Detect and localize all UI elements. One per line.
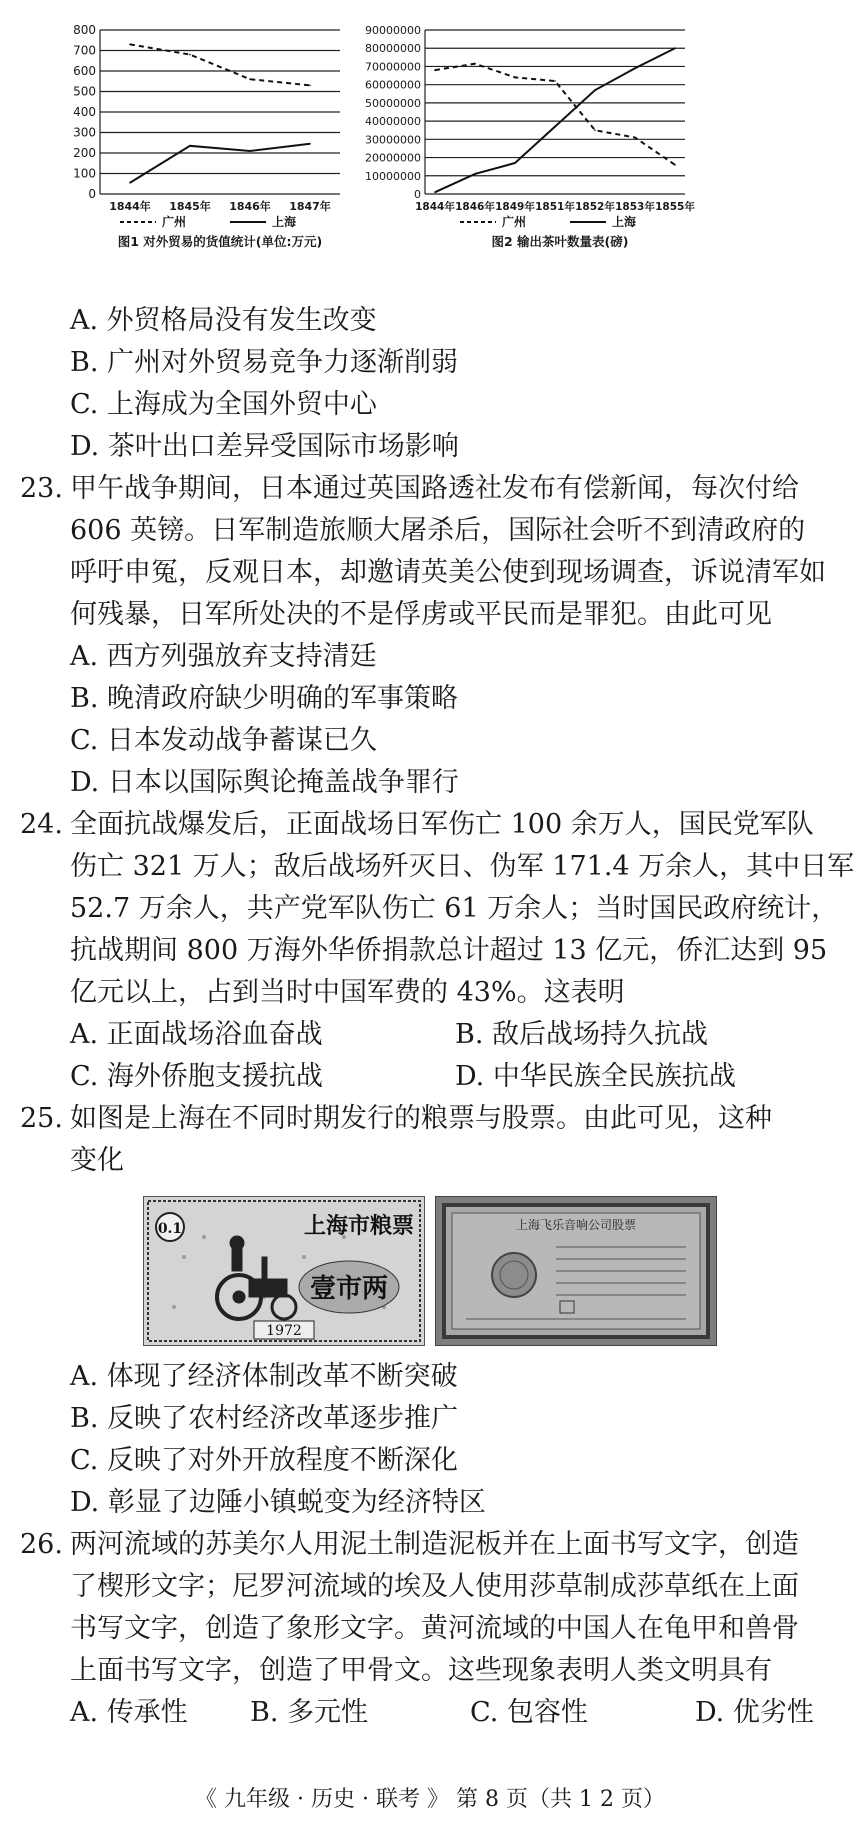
y-tick-label: 80000000 — [365, 42, 421, 56]
q25-option-c[interactable]: C. 反映了对外开放程度不断深化 — [70, 1445, 458, 1476]
y-tick-label: 500 — [73, 84, 96, 99]
q23-number: 23. — [20, 473, 63, 504]
y-tick-label: 60000000 — [365, 78, 421, 92]
x-tick-label: 1851年 — [535, 201, 575, 213]
data-point — [309, 85, 311, 87]
x-tick-label: 1846年 — [455, 201, 495, 213]
q24-stem-line: 抗战期间 800 万海外华侨捐款总计超过 13 亿元，侨汇达到 95 — [70, 935, 828, 966]
q23-option-a[interactable]: A. 西方列强放弃支持清廷 — [70, 641, 377, 672]
chart-title: 图1 对外贸易的货值统计(单位:万元) — [117, 234, 323, 249]
data-point — [514, 162, 516, 164]
data-point — [514, 77, 516, 79]
data-point — [129, 44, 131, 46]
q25-option-d[interactable]: D. 彰显了边陲小镇蜕变为经济特区 — [70, 1487, 486, 1518]
q25-option-b[interactable]: B. 反映了农村经济改革逐步推广 — [70, 1403, 459, 1434]
q22-option-d[interactable]: D. 茶叶出口差异受国际市场影响 — [70, 431, 459, 462]
y-tick-label: 30000000 — [365, 133, 421, 147]
data-point — [674, 47, 676, 49]
data-point — [554, 80, 556, 82]
data-point — [674, 164, 676, 166]
question-26 — [20, 1524, 840, 1734]
q24-stem-line: 伤亡 321 万人；敌后战场歼灭日、伪军 171.4 万余人，其中日军 — [70, 851, 855, 882]
y-tick-label: 400 — [73, 105, 96, 119]
data-point — [474, 63, 476, 65]
x-tick-label: 1849年 — [495, 201, 535, 213]
page-footer: 《 九年级 · 历史 · 联考 》 第 8 页（共 1 2 页） — [195, 1787, 665, 1812]
y-tick-label: 90000000 — [365, 24, 421, 37]
x-tick-label: 1845年 — [169, 200, 211, 213]
y-tick-label: 700 — [73, 43, 96, 58]
q22-option-b[interactable]: B. 广州对外贸易竞争力逐渐削弱 — [70, 347, 459, 378]
q23-option-b[interactable]: B. 晚清政府缺少明确的军事策略 — [70, 683, 459, 714]
q26-option-d[interactable]: D. 优劣性 — [695, 1697, 814, 1728]
q24-stem-line: 全面抗战爆发后，正面战场日军伤亡 100 余万人，国民党军队 — [70, 809, 814, 840]
y-tick-label: 800 — [73, 23, 96, 37]
data-point — [249, 150, 251, 152]
x-tick-label: 1853年 — [615, 201, 655, 213]
q26-option-a[interactable]: A. 传承性 — [70, 1697, 188, 1728]
data-point — [634, 67, 636, 69]
chart-trade-value — [73, 23, 340, 249]
y-tick-label: 40000000 — [365, 115, 421, 129]
ticket-year: 1972 — [266, 1323, 302, 1339]
y-tick-label: 100 — [73, 166, 96, 181]
x-tick-label: 1844年 — [109, 200, 151, 213]
question-23 — [20, 468, 840, 804]
y-tick-label: 50000000 — [365, 96, 421, 110]
q23-option-c[interactable]: C. 日本发动战争蓄谋已久 — [70, 725, 377, 756]
x-tick-label: 1846年 — [229, 200, 271, 213]
q25-images — [20, 1196, 840, 1346]
ticket-title: 上海市粮票 — [303, 1213, 415, 1239]
data-point — [634, 137, 636, 139]
q24-option-c[interactable]: C. 海外侨胞支援抗战 — [70, 1061, 323, 1092]
series-line — [435, 64, 675, 165]
y-tick-label: 70000000 — [365, 60, 421, 74]
q26-stem-line: 书写文字，创造了象形文字。黄河流域的中国人在龟甲和兽骨 — [70, 1613, 799, 1644]
legend-label: 广州 — [162, 215, 187, 229]
legend-label: 广州 — [502, 215, 527, 229]
q24-stem-line: 亿元以上，占到当时中国军费的 43%。这表明 — [70, 977, 625, 1008]
q23-option-d[interactable]: D. 日本以国际舆论掩盖战争罪行 — [70, 767, 459, 798]
x-tick-label: 1847年 — [289, 200, 331, 213]
ticket-corner: 0.1 — [157, 1221, 183, 1237]
q24-number: 24. — [20, 809, 63, 840]
data-point — [189, 54, 191, 56]
q23-stem-line: 甲午战争期间，日本通过英国路透社发布有偿新闻，每次付给 — [70, 473, 799, 504]
q26-stem-line: 两河流域的苏美尔人用泥土制造泥板并在上面书写文字，创造 — [70, 1529, 799, 1560]
stock-seal-icon — [492, 1253, 536, 1297]
legend-label: 上海 — [612, 215, 637, 229]
question-content — [20, 300, 855, 1734]
grain-ticket-image — [143, 1196, 425, 1346]
y-tick-label: 20000000 — [365, 151, 421, 165]
q23-stem-line: 606 英镑。日军制造旅顺大屠杀后，国际社会听不到清政府的 — [70, 515, 806, 546]
q26-option-c[interactable]: C. 包容性 — [470, 1697, 588, 1728]
data-point — [474, 173, 476, 175]
data-point — [309, 143, 311, 145]
question-24 — [20, 804, 855, 1098]
data-point — [594, 89, 596, 91]
data-point — [434, 69, 436, 71]
y-tick-label: 0 — [88, 187, 96, 201]
q26-stem-line: 了楔形文字；尼罗河流域的埃及人使用莎草制成莎草纸在上面 — [70, 1571, 799, 1602]
y-tick-label: 10000000 — [365, 169, 421, 183]
data-point — [594, 129, 596, 131]
q25-stem-line: 变化 — [70, 1145, 124, 1176]
q24-option-b[interactable]: B. 敌后战场持久抗战 — [455, 1019, 709, 1050]
ticket-amount: 壹市两 — [309, 1274, 389, 1304]
q26-stem-line: 上面书写文字，创造了甲骨文。这些现象表明人类文明具有 — [70, 1655, 772, 1686]
y-tick-label: 300 — [73, 125, 96, 140]
x-tick-label: 1844年 — [415, 201, 455, 213]
data-point — [189, 145, 191, 147]
q24-stem-line: 52.7 万余人，共产党军队伤亡 61 万余人；当时国民政府统计， — [70, 893, 839, 924]
q26-option-b[interactable]: B. 多元性 — [250, 1697, 369, 1728]
data-point — [554, 126, 556, 128]
q25-option-a[interactable]: A. 体现了经济体制改革不断突破 — [70, 1361, 458, 1392]
q25-number: 25. — [20, 1103, 63, 1134]
stock-title: 上海飞乐音响公司股票 — [515, 1218, 637, 1232]
charts-area — [40, 14, 840, 294]
series-line — [435, 48, 675, 192]
y-tick-label: 600 — [73, 64, 96, 78]
chart-tea-export — [365, 24, 695, 249]
data-point — [129, 182, 131, 184]
y-tick-label: 200 — [73, 146, 96, 160]
data-point — [249, 78, 251, 80]
question-25 — [20, 1098, 840, 1524]
series-line — [130, 144, 310, 183]
data-point — [434, 191, 436, 193]
x-tick-label: 1852年 — [575, 201, 615, 213]
q23-stem-line: 呼吁申冤，反观日本，却邀请英美公使到现场调查，诉说清军如 — [70, 557, 826, 588]
y-tick-label: 0 — [414, 188, 421, 201]
chart-title: 图2 输出茶叶数量表(磅) — [491, 234, 629, 249]
legend-label: 上海 — [272, 215, 297, 229]
q23-stem-line: 何残暴，日军所处决的不是俘虏或平民而是罪犯。由此可见 — [70, 599, 772, 630]
q26-number: 26. — [20, 1529, 63, 1560]
q25-stem-line: 如图是上海在不同时期发行的粮票与股票。由此可见，这种 — [70, 1103, 772, 1134]
q22-options — [20, 300, 840, 468]
q22-option-a[interactable]: A. 外贸格局没有发生改变 — [70, 305, 377, 336]
q24-option-d[interactable]: D. 中华民族全民族抗战 — [455, 1061, 736, 1092]
charts-svg — [40, 14, 840, 294]
q24-option-a[interactable]: A. 正面战场浴血奋战 — [70, 1019, 323, 1050]
x-tick-label: 1855年 — [655, 201, 695, 213]
stock-certificate-image — [435, 1196, 717, 1346]
q22-option-c[interactable]: C. 上海成为全国外贸中心 — [70, 389, 377, 420]
